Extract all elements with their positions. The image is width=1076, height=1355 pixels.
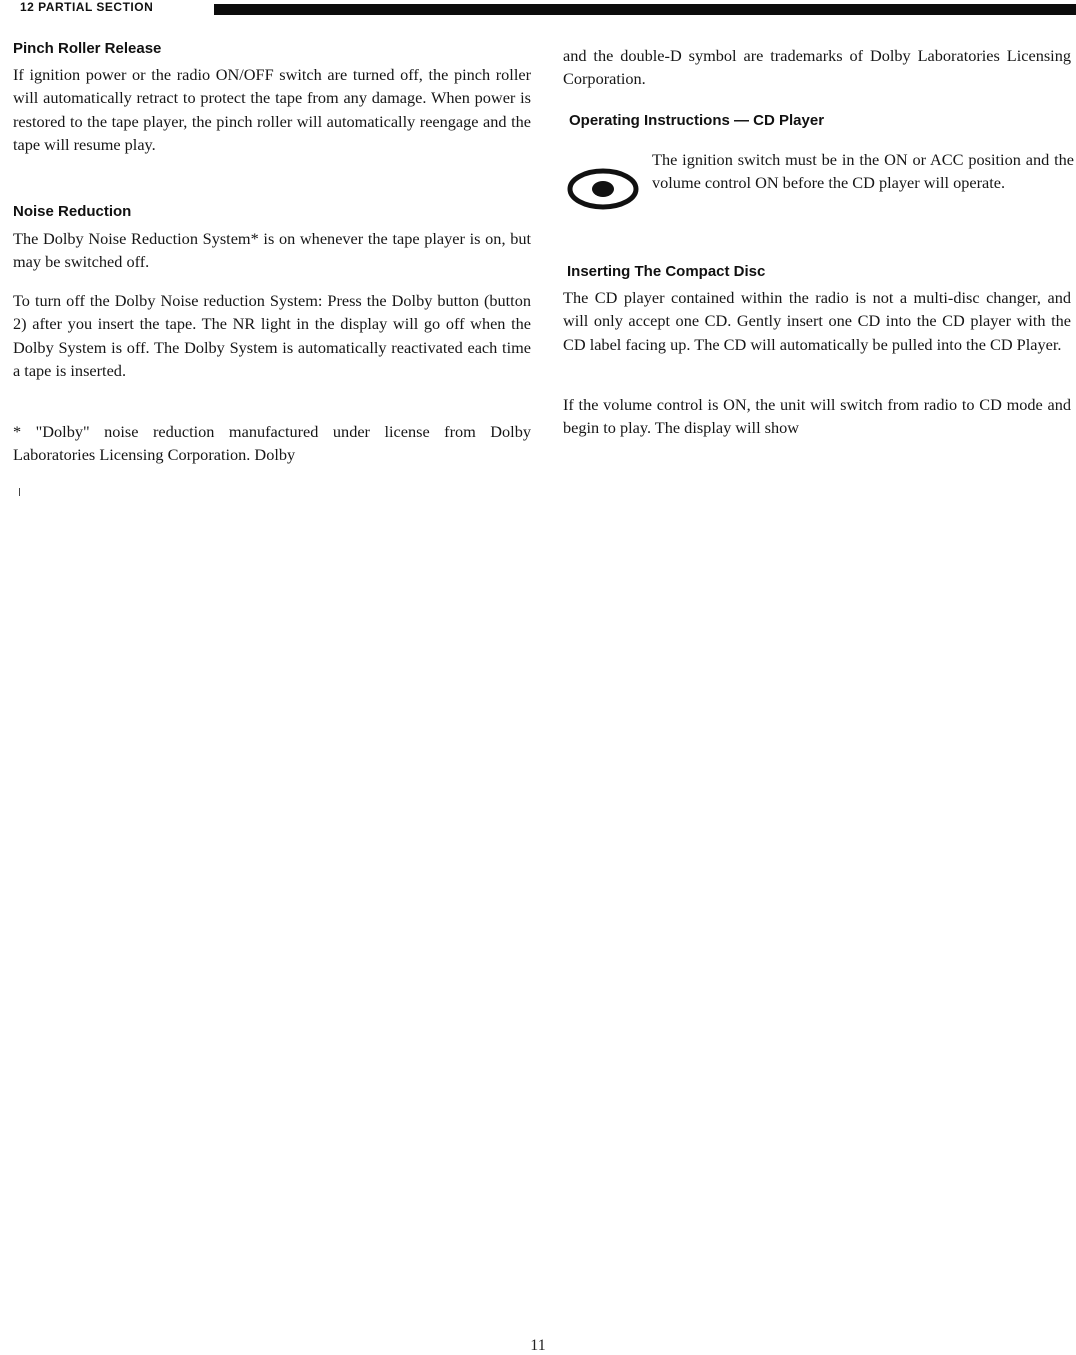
- page-number: 11: [530, 1337, 546, 1354]
- dolby-footnote: * "Dolby" noise reduction manufactured under license from Dolby Laboratories Licensing Corporation. Dolby: [13, 422, 531, 465]
- noise-reduction-heading: Noise Reduction: [13, 203, 132, 220]
- noise-reduction-body-2: To turn off the Dolby Noise reduction System: Press the Dolby button (button 2) after you insert the tape. The NR light in the display will go off when the Dolby System is off. The Dolby System is automatically reactivated each time a tape is inserted.: [13, 291, 531, 380]
- dolby-footnote-continued: and the double-D symbol are trademarks of Dolby Laboratories Licensing Corporation.: [563, 46, 1071, 89]
- inserting-disc-heading: Inserting The Compact Disc: [567, 263, 766, 280]
- operating-instructions-heading: Operating Instructions — CD Player: [569, 112, 825, 129]
- inserting-disc-body-2: If the volume control is ON, the unit will switch from radio to CD mode and begin to play. The display will show: [563, 395, 1071, 438]
- header-rule: [214, 4, 1076, 15]
- cd-operation-note: The ignition switch must be in the ON or ACC position and the volume control ON before the CD player will operate.: [652, 150, 1074, 193]
- section-header-label: 12 PARTIAL SECTION: [20, 0, 154, 14]
- pinch-roller-heading: Pinch Roller Release: [13, 40, 162, 57]
- section-header: [14, 0, 1076, 16]
- inserting-disc-body-1: The CD player contained within the radio is not a multi-disc changer, and will only accept one CD. Gently insert one CD into the CD player with the CD label facing up. The CD will automatically be pulled into the CD Player.: [563, 288, 1071, 354]
- noise-reduction-body-1: The Dolby Noise Reduction System* is on whenever the tape player is on, but may be switched off.: [13, 229, 531, 272]
- cd-eye-icon: [567, 167, 639, 211]
- margin-tick: [19, 488, 20, 496]
- pinch-roller-body: If ignition power or the radio ON/OFF switch are turned off, the pinch roller will automatically retract to protect the tape from any damage. When power is restored to the tape player, the pinch roller will automatically reengage and the tape will resume play.: [13, 65, 531, 154]
